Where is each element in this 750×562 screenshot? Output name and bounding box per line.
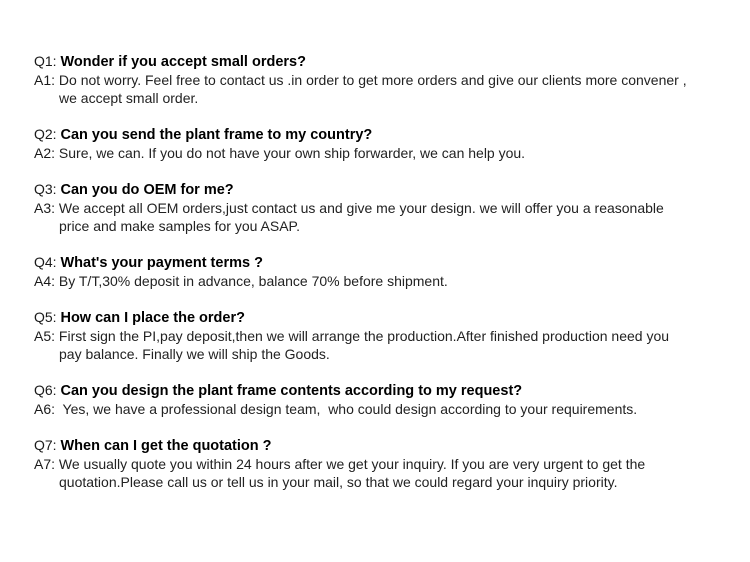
answer-tag: A6: [34,401,56,417]
question-text: Can you send the plant frame to my country? [60,127,373,143]
answer-tag: A5: [34,328,56,344]
question-text: How can I place the order? [60,310,245,326]
question-tag: Q4: [34,254,57,270]
answer-tag: A1: [34,72,56,88]
faq-item-4 [34,253,734,290]
question-tag: Q7: [34,437,57,453]
answer-text: Yes, we have a professional design team, who could design according to your requirements. [58,401,638,417]
question-text: Wonder if you accept small orders? [60,54,306,70]
answer-line [34,455,734,473]
answer-line [34,400,734,418]
faq-item-6 [34,381,734,418]
answer-text: We usually quote you within 24 hours after we get your inquiry. If you are very urgent to get the [58,456,646,472]
answer-continuation [34,89,734,107]
answer-text: pay balance. Finally we will ship the Goods. [59,346,330,362]
faq-item-2 [34,125,734,162]
answer-continuation [34,473,734,491]
answer-text: Do not worry. Feel free to contact us .in order to get more orders and give our clients more convener , [58,72,687,88]
answer-line [34,144,734,162]
question-text: Can you design the plant frame contents according to my request? [60,383,523,399]
answer-text: we accept small order. [59,90,199,106]
answer-text: price and make samples for you ASAP. [59,218,300,234]
answer-line [34,199,734,217]
question-line [34,436,734,455]
answer-continuation [34,345,734,363]
question-line [34,52,734,71]
question-text: Can you do OEM for me? [60,182,234,198]
answer-line [34,327,734,345]
faq-item-3 [34,180,734,235]
answer-tag: A2: [34,145,56,161]
answer-line [34,71,734,89]
question-tag: Q6: [34,382,57,398]
faq-item-7 [34,436,734,491]
faq-list [34,52,734,509]
answer-line [34,272,734,290]
answer-tag: A3: [34,200,56,216]
question-text: What's your payment terms ? [60,255,263,271]
question-line [34,253,734,272]
answer-tag: A7: [34,456,56,472]
answer-continuation [34,217,734,235]
question-text: When can I get the quotation ? [60,438,272,454]
question-tag: Q1: [34,53,57,69]
answer-tag: A4: [34,273,56,289]
question-line [34,180,734,199]
answer-text: quotation.Please call us or tell us in your mail, so that we could regard your inquiry priority. [59,474,618,490]
answer-text: We accept all OEM orders,just contact us and give me your design. we will offer you a reasonable [58,200,664,216]
question-tag: Q5: [34,309,57,325]
answer-text: First sign the PI,pay deposit,then we will arrange the production.After finished production need you [58,328,670,344]
faq-item-1 [34,52,734,107]
question-line [34,381,734,400]
question-tag: Q2: [34,126,57,142]
answer-text: Sure, we can. If you do not have your own ship forwarder, we can help you. [58,145,526,161]
question-line [34,125,734,144]
faq-item-5 [34,308,734,363]
answer-text: By T/T,30% deposit in advance, balance 70% before shipment. [58,273,448,289]
question-line [34,308,734,327]
question-tag: Q3: [34,181,57,197]
